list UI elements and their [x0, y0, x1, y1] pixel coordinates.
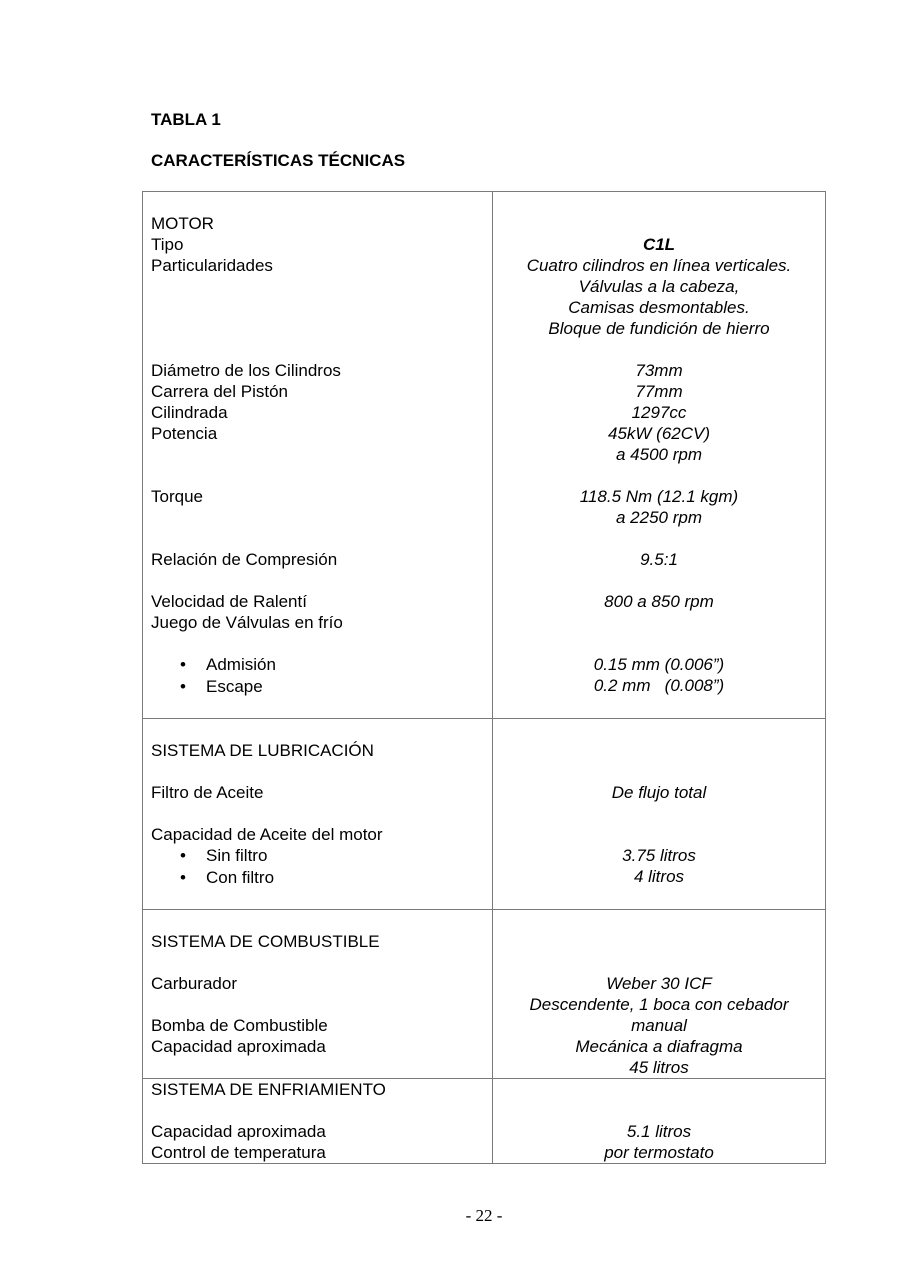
- particularidades-value-3: Camisas desmontables.: [568, 298, 750, 317]
- ralenti-value: 800 a 850 rpm: [604, 592, 714, 611]
- potencia-label: Potencia: [151, 424, 218, 443]
- motor-values-cell: [493, 192, 826, 719]
- list-item: [151, 867, 492, 889]
- carrera-value: 77mm: [635, 382, 683, 401]
- sin-filtro-label: Sin filtro: [206, 846, 268, 865]
- particularidades-value-1: Cuatro cilindros en línea verticales.: [526, 256, 792, 275]
- cilindrada-value: 1297cc: [631, 403, 687, 422]
- admision-value: 0.15 mm (0.006”): [593, 655, 725, 674]
- particularidades-value-2: Válvulas a la cabeza,: [578, 277, 740, 296]
- carrera-label: Carrera del Pistón: [151, 382, 289, 401]
- juego-valvulas-label: Juego de Válvulas en frío: [151, 613, 343, 632]
- lubricacion-labels-cell: [143, 719, 493, 910]
- table-title-heading: CARACTERÍSTICAS TÉCNICAS: [151, 151, 406, 170]
- particularidades-value-4: Bloque de fundición de hierro: [548, 319, 770, 338]
- motor-row: [143, 192, 826, 719]
- table-number-heading: TABLA 1: [151, 110, 221, 129]
- combustible-labels-cell: [143, 910, 493, 1079]
- filtro-aceite-label: Filtro de Aceite: [151, 783, 264, 802]
- con-filtro-value: 4 litros: [633, 867, 685, 886]
- particularidades-label: Particularidades: [151, 256, 273, 275]
- list-item: [151, 654, 492, 676]
- motor-section-title: MOTOR: [151, 214, 214, 233]
- tipo-value: C1L: [642, 235, 676, 254]
- control-temperatura-label: Control de temperatura: [151, 1143, 326, 1162]
- bomba-value: Mecánica a diafragma: [575, 1037, 743, 1056]
- capacidad-aceite-label: Capacidad de Aceite del motor: [151, 825, 383, 844]
- enfriamiento-labels-cell: [143, 1079, 493, 1164]
- filtro-aceite-value: De flujo total: [611, 783, 707, 802]
- admision-label: Admisión: [206, 655, 276, 674]
- carburador-value: Weber 30 ICF: [606, 974, 712, 993]
- diametro-label: Diámetro de los Cilindros: [151, 361, 341, 380]
- escape-label: Escape: [206, 677, 263, 696]
- carburador-label: Carburador: [151, 974, 237, 993]
- enfriamiento-section-title: SISTEMA DE ENFRIAMIENTO: [151, 1080, 386, 1099]
- technical-specs-table: [142, 191, 826, 1164]
- potencia-value: 45kW (62CV): [607, 424, 711, 443]
- torque-rpm: a 2250 rpm: [616, 508, 702, 527]
- torque-label: Torque: [151, 487, 203, 506]
- capacidad-enfriamiento-value: 5.1 litros: [626, 1122, 692, 1141]
- compresion-value: 9.5:1: [640, 550, 678, 569]
- bullet-icon: •: [180, 846, 186, 865]
- combustible-row: [143, 910, 826, 1079]
- capacidad-combustible-label: Capacidad aproximada: [151, 1037, 326, 1056]
- combustible-values-cell: [493, 910, 826, 1079]
- diametro-value: 73mm: [635, 361, 683, 380]
- cilindrada-label: Cilindrada: [151, 403, 228, 422]
- control-temperatura-value: por termostato: [604, 1143, 714, 1162]
- bomba-label: Bomba de Combustible: [151, 1016, 328, 1035]
- lubricacion-section-title: SISTEMA DE LUBRICACIÓN: [151, 741, 374, 760]
- capacidad-enfriamiento-label: Capacidad aproximada: [151, 1122, 326, 1141]
- motor-labels-cell: [143, 192, 493, 719]
- bullet-icon: •: [180, 655, 186, 674]
- tipo-label: Tipo: [151, 235, 184, 254]
- capacidad-combustible-value: 45 litros: [629, 1058, 689, 1077]
- list-item: [151, 845, 492, 867]
- torque-value: 118.5 Nm (12.1 kgm): [579, 487, 739, 506]
- list-item: [151, 676, 492, 698]
- potencia-rpm: a 4500 rpm: [616, 445, 702, 464]
- bullet-icon: •: [180, 677, 186, 696]
- page-number: - 22 -: [465, 1206, 503, 1225]
- sin-filtro-value: 3.75 litros: [622, 846, 696, 865]
- ralenti-label: Velocidad de Ralentí: [151, 592, 307, 611]
- combustible-section-title: SISTEMA DE COMBUSTIBLE: [151, 932, 380, 951]
- enfriamiento-values-cell: [493, 1079, 826, 1164]
- carburador-description: Descendente, 1 boca con cebador manual: [529, 995, 789, 1035]
- con-filtro-label: Con filtro: [206, 868, 275, 887]
- bullet-icon: •: [180, 868, 186, 887]
- lubricacion-values-cell: [493, 719, 826, 910]
- lubricacion-row: [143, 719, 826, 910]
- enfriamiento-row: [143, 1079, 826, 1164]
- compresion-label: Relación de Compresión: [151, 550, 338, 569]
- escape-value: 0.2 mm (0.008”): [593, 676, 725, 695]
